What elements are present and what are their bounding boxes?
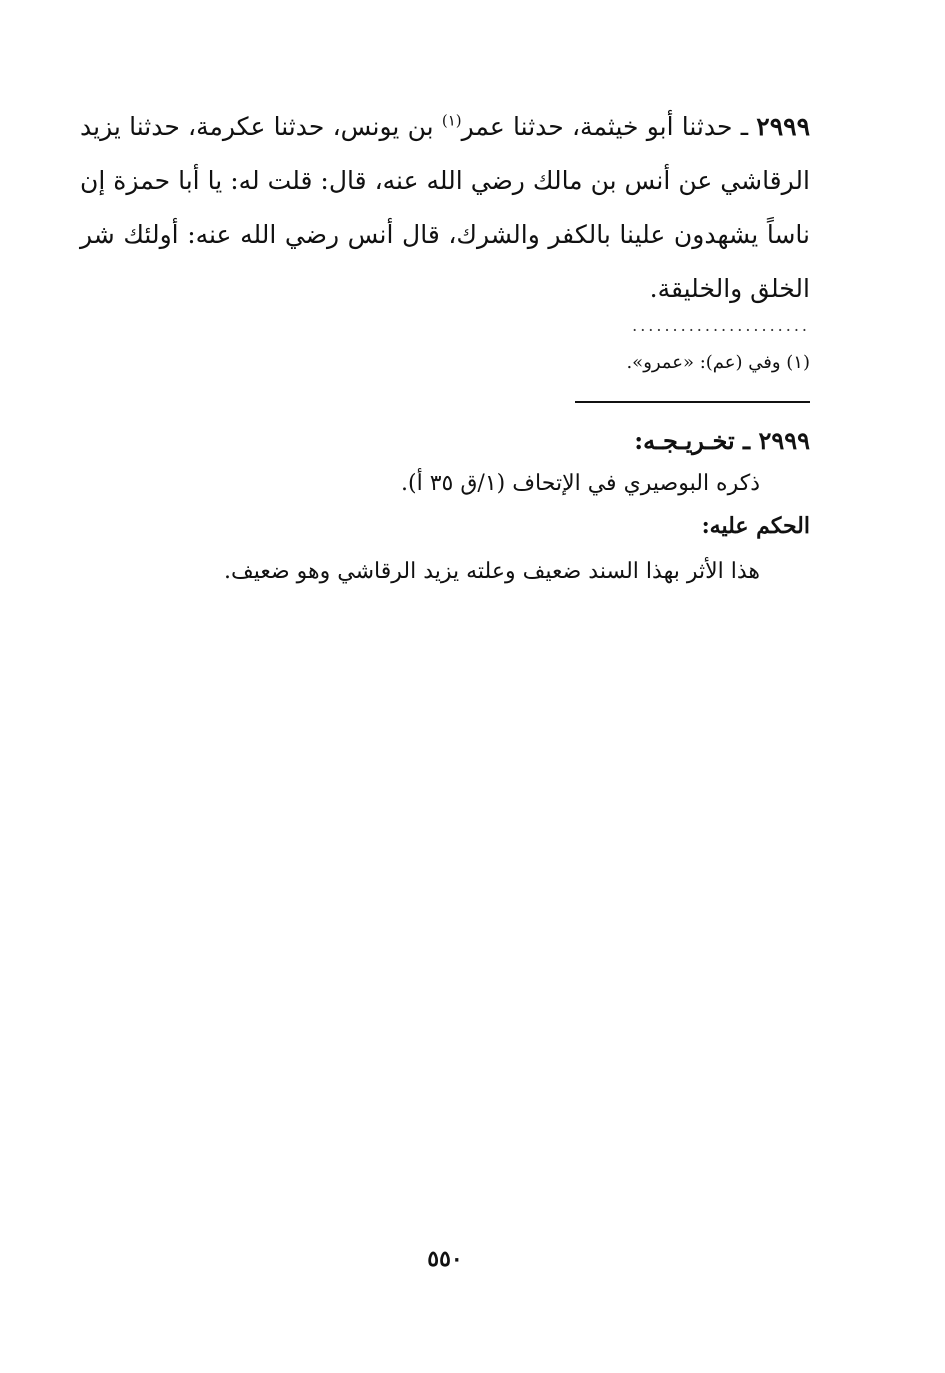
- ruling-label: الحكم عليه:: [701, 513, 810, 539]
- hadith-paragraph: [80, 100, 810, 316]
- takhrij-text: ذكره البوصيري في الإتحاف (١/ق ٣٥ أ).: [401, 471, 760, 496]
- hadith-dash: ـ: [732, 112, 757, 141]
- hadith-number: ٢٩٩٩: [756, 112, 810, 141]
- footnote-text: (١) وفي (عم): «عمرو».: [626, 352, 810, 373]
- takhrij-heading: ٢٩٩٩ ـ تخـريـجـه:: [634, 426, 810, 455]
- hadith-text-rest: بن يونس، حدثنا عكرمة، حدثنا يزيد الرقاشي عن أنس بن مالك رضي الله عنه، قال: قلت له: يا أبا حمزة إن ناساً يشهدون علينا بالكفر والشرك، قال أنس رضي الله عنه: أولئك شر الخلق والخليقة.: [80, 112, 810, 303]
- ruling-text: هذا الأثر بهذا السند ضعيف وعلته يزيد الرقاشي وهو ضعيف.: [223, 559, 760, 584]
- page-number: ٥٥٠: [427, 1246, 463, 1272]
- footnote-marker: (١): [441, 111, 462, 130]
- section-divider: [575, 401, 810, 403]
- hadith-text-start: حدثنا أبو خيثمة، حدثنا عمر: [461, 112, 733, 141]
- footnote-separator-dots: ......................: [632, 316, 810, 335]
